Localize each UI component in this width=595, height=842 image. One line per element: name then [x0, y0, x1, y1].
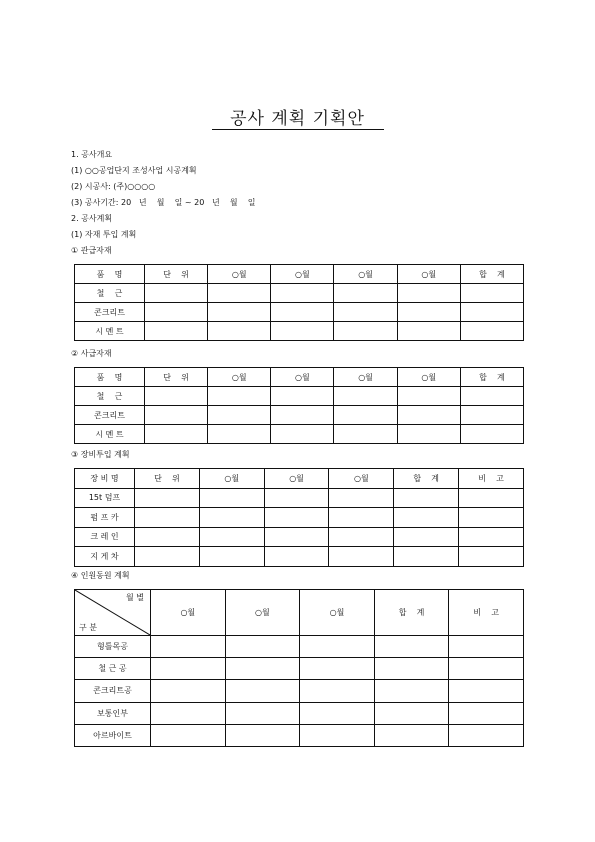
table-cell[interactable]: [135, 508, 200, 528]
outline-heading-1: 1. 공사개요: [71, 150, 113, 159]
table-cell[interactable]: [151, 658, 226, 680]
table-row: [75, 724, 524, 746]
table-cell[interactable]: [135, 488, 200, 508]
table-cell[interactable]: [300, 658, 375, 680]
table-cell[interactable]: [271, 303, 334, 322]
table-row: [75, 425, 524, 444]
outline-item-materials: (1) 자재 투입 계획: [71, 230, 137, 239]
header-cell: 장 비 명: [75, 469, 135, 489]
table-cell[interactable]: [271, 387, 334, 406]
table-cell[interactable]: [145, 387, 208, 406]
table-cell[interactable]: [449, 680, 524, 702]
table-cell[interactable]: [225, 702, 300, 724]
header-cell: ○월: [208, 368, 271, 387]
table-row: [75, 284, 524, 303]
row-label: 콘크리트공: [75, 680, 151, 702]
row-label: 철 근: [75, 284, 145, 303]
row-label: 펌 프 카: [75, 508, 135, 528]
table-cell[interactable]: [394, 508, 459, 528]
table-cell[interactable]: [264, 527, 329, 547]
table-cell[interactable]: [145, 284, 208, 303]
row-label: 크 레 인: [75, 527, 135, 547]
equipment-table: [74, 468, 524, 567]
table-cell[interactable]: [460, 406, 523, 425]
table-cell[interactable]: [199, 508, 264, 528]
table-cell[interactable]: [449, 658, 524, 680]
header-cell: ○월: [264, 469, 329, 489]
table-cell[interactable]: [264, 488, 329, 508]
table-cell[interactable]: [397, 322, 460, 341]
table-cell[interactable]: [145, 322, 208, 341]
header-cell: ○월: [329, 469, 394, 489]
table-cell[interactable]: [135, 527, 200, 547]
page-title: 공사 계획 기획안: [230, 109, 365, 129]
table-row: [75, 488, 524, 508]
table-cell[interactable]: [151, 636, 226, 658]
table-row: [75, 658, 524, 680]
private-materials-table: [74, 367, 524, 444]
outline-item-period: (3) 공사기간: 20 년 월 일 ~ 20 년 월 일: [71, 198, 256, 207]
header-cell: ○월: [300, 590, 375, 636]
header-cell: 단 위: [145, 265, 208, 284]
table-header-row: [75, 590, 524, 636]
section-label-private-materials: ② 사급자재: [71, 349, 112, 358]
table-cell[interactable]: [394, 527, 459, 547]
table-cell[interactable]: [329, 547, 394, 567]
table-cell[interactable]: [208, 406, 271, 425]
row-label: 아르바이트: [75, 724, 151, 746]
corner-label-category: 구 분: [79, 623, 97, 632]
header-cell: 단 위: [145, 368, 208, 387]
section-label-government-materials: ① 관급자재: [71, 246, 112, 255]
header-cell: 비 고: [459, 469, 524, 489]
table-cell[interactable]: [449, 636, 524, 658]
header-cell: 단 위: [135, 469, 200, 489]
table-cell[interactable]: [199, 547, 264, 567]
table-cell[interactable]: [145, 303, 208, 322]
table-cell[interactable]: [460, 284, 523, 303]
table-cell[interactable]: [199, 527, 264, 547]
table-cell[interactable]: [271, 406, 334, 425]
table-cell[interactable]: [208, 322, 271, 341]
header-cell: ○월: [208, 265, 271, 284]
table-cell[interactable]: [374, 658, 449, 680]
table-cell[interactable]: [145, 406, 208, 425]
table-row: [75, 680, 524, 702]
table-cell[interactable]: [374, 702, 449, 724]
table-cell[interactable]: [208, 303, 271, 322]
table-cell[interactable]: [135, 547, 200, 567]
table-cell[interactable]: [208, 387, 271, 406]
table-cell[interactable]: [334, 406, 397, 425]
table-cell[interactable]: [145, 425, 208, 444]
row-label: 시 멘 트: [75, 425, 145, 444]
table-cell[interactable]: [460, 322, 523, 341]
table-cell[interactable]: [225, 658, 300, 680]
header-cell: 합 계: [460, 265, 523, 284]
table-cell[interactable]: [271, 322, 334, 341]
header-cell: ○월: [199, 469, 264, 489]
row-label: 지 게 차: [75, 547, 135, 567]
header-cell: ○월: [151, 590, 226, 636]
table-cell[interactable]: [334, 303, 397, 322]
outline-item-contractor: (2) 시공사: (주)○○○○: [71, 182, 156, 191]
header-cell: ○월: [271, 368, 334, 387]
header-cell: ○월: [271, 265, 334, 284]
table-cell[interactable]: [329, 508, 394, 528]
table-row: [75, 406, 524, 425]
table-cell[interactable]: [334, 387, 397, 406]
table-cell[interactable]: [329, 527, 394, 547]
table-cell[interactable]: [208, 284, 271, 303]
table-cell[interactable]: [449, 702, 524, 724]
title-underline: [212, 129, 384, 130]
table-cell[interactable]: [271, 425, 334, 444]
table-cell[interactable]: [460, 387, 523, 406]
header-cell: 품 명: [75, 265, 145, 284]
table-cell[interactable]: [334, 284, 397, 303]
header-cell: 합 계: [460, 368, 523, 387]
header-cell: ○월: [334, 368, 397, 387]
table-cell[interactable]: [334, 425, 397, 444]
table-cell[interactable]: [374, 680, 449, 702]
table-row: [75, 322, 524, 341]
row-label: 콘크리트: [75, 303, 145, 322]
table-cell[interactable]: [151, 724, 226, 746]
table-row: [75, 508, 524, 528]
table-cell[interactable]: [459, 527, 524, 547]
table-cell[interactable]: [460, 303, 523, 322]
table-row: [75, 702, 524, 724]
row-label: 철 근 공: [75, 658, 151, 680]
header-cell: 비 고: [449, 590, 524, 636]
table-cell[interactable]: [397, 425, 460, 444]
header-cell: ○월: [397, 265, 460, 284]
table-header-row: [75, 265, 524, 284]
table-cell[interactable]: [459, 508, 524, 528]
table-cell[interactable]: [225, 636, 300, 658]
table-header-row: [75, 469, 524, 489]
table-cell[interactable]: [397, 387, 460, 406]
row-label: 15t 덤프: [75, 488, 135, 508]
table-cell[interactable]: [300, 724, 375, 746]
table-cell[interactable]: [394, 488, 459, 508]
header-cell: ○월: [397, 368, 460, 387]
outline-heading-2: 2. 공사계획: [71, 214, 113, 223]
table-cell[interactable]: [394, 547, 459, 567]
table-cell[interactable]: [300, 702, 375, 724]
table-cell[interactable]: [397, 303, 460, 322]
header-cell: 합 계: [374, 590, 449, 636]
row-label: 철 근: [75, 387, 145, 406]
table-row: [75, 527, 524, 547]
table-cell[interactable]: [264, 508, 329, 528]
section-label-personnel: ④ 인원동원 계획: [71, 571, 130, 580]
diagonal-header-cell: [75, 590, 151, 636]
row-label: 형틀목공: [75, 636, 151, 658]
outline-item-project: (1) ○○공업단지 조성사업 시공계획: [71, 166, 197, 175]
table-cell[interactable]: [199, 488, 264, 508]
table-cell[interactable]: [334, 322, 397, 341]
table-cell[interactable]: [374, 636, 449, 658]
table-row: [75, 387, 524, 406]
table-cell[interactable]: [449, 724, 524, 746]
table-cell[interactable]: [459, 488, 524, 508]
section-label-equipment: ③ 장비투입 계획: [71, 450, 130, 459]
table-cell[interactable]: [460, 425, 523, 444]
table-row: [75, 636, 524, 658]
table-cell[interactable]: [151, 680, 226, 702]
row-label: 콘크리트: [75, 406, 145, 425]
table-cell[interactable]: [397, 284, 460, 303]
table-cell[interactable]: [264, 547, 329, 567]
personnel-table: [74, 589, 524, 747]
table-cell[interactable]: [225, 724, 300, 746]
table-cell[interactable]: [271, 284, 334, 303]
header-cell: ○월: [225, 590, 300, 636]
table-cell[interactable]: [300, 636, 375, 658]
table-cell[interactable]: [151, 702, 226, 724]
table-cell[interactable]: [329, 488, 394, 508]
header-cell: 품 명: [75, 368, 145, 387]
table-row: [75, 303, 524, 322]
row-label: 시 멘 트: [75, 322, 145, 341]
table-cell[interactable]: [374, 724, 449, 746]
table-cell[interactable]: [397, 406, 460, 425]
table-cell[interactable]: [300, 680, 375, 702]
table-row: [75, 547, 524, 567]
row-label: 보통인부: [75, 702, 151, 724]
table-cell[interactable]: [459, 547, 524, 567]
government-materials-table: [74, 264, 524, 341]
table-header-row: [75, 368, 524, 387]
header-cell: 합 계: [394, 469, 459, 489]
table-cell[interactable]: [208, 425, 271, 444]
header-cell: ○월: [334, 265, 397, 284]
corner-label-month: 월 별: [126, 593, 144, 602]
table-cell[interactable]: [225, 680, 300, 702]
